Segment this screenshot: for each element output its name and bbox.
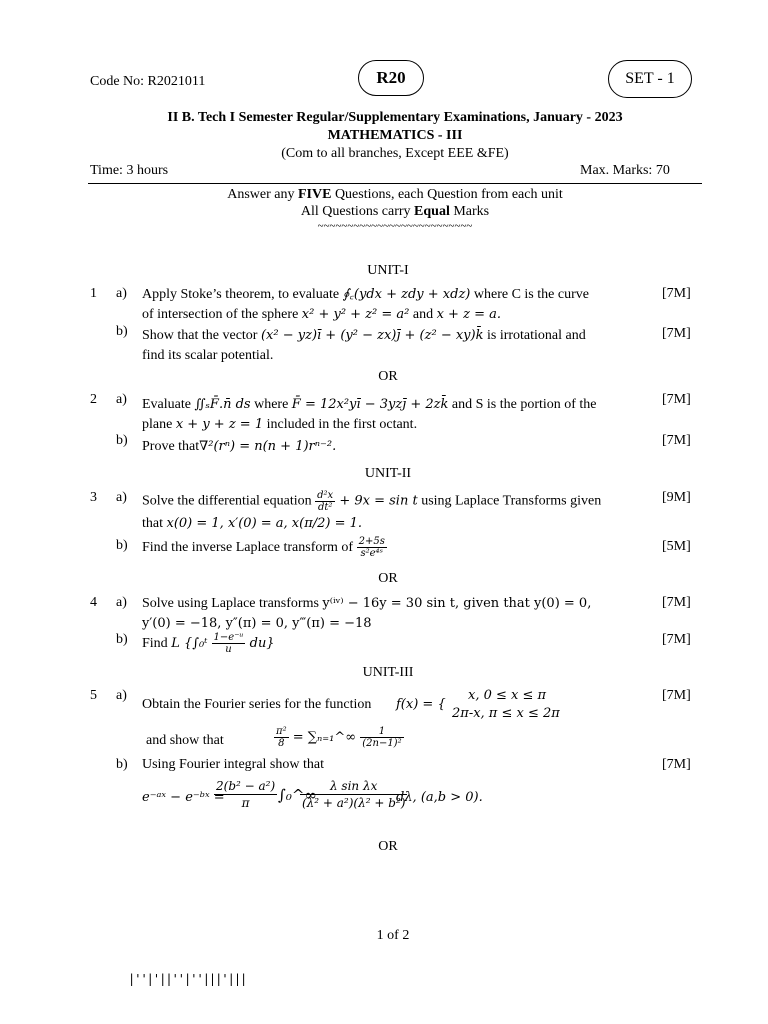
- unit-2-heading: UNIT-II: [364, 466, 412, 481]
- marks-label: [7M]: [662, 286, 691, 301]
- marks-label: [7M]: [662, 688, 691, 703]
- instruction-line-2: All Questions carry Equal Marks: [300, 204, 490, 219]
- question-3a-text: Solve the differential equation $\frac{\text{d²x}}{\text{dt²}}$ + 9x = sin t using Laplace Transforms given that x(0) = 1, x′(0) = a, x(π/2) = 1.: [142, 490, 602, 531]
- question-1b-text: Show that the vector (x² − yz)ī + (y² − zx)j̄ + (z² − xy)k̄ is irrotational and find its scalar potential.: [142, 328, 586, 363]
- exam-title: II B. Tech I Semester Regular/Supplementary Examinations, January - 2023: [167, 110, 623, 125]
- marks-label: [5M]: [662, 539, 691, 554]
- code-number: Code No: R2021011: [90, 74, 206, 89]
- unit-1-heading: UNIT-I: [367, 263, 409, 278]
- part-label: a): [116, 595, 127, 610]
- set-badge: SET - 1: [608, 60, 692, 98]
- or-separator: OR: [378, 369, 398, 384]
- question-2a-text: Evaluate ∬ₛF̄.n̄ ds where F̄ = 12x²yī − 3yzj̄ + 2zk̄ and S is the portion of the plane x + y + z = 1 included in the first octant.: [142, 397, 597, 432]
- part-label: a): [116, 688, 127, 703]
- part-label: b): [116, 433, 128, 448]
- question-number: 4: [90, 595, 97, 610]
- marks-label: [7M]: [662, 392, 691, 407]
- subject-title: MATHEMATICS - III: [327, 128, 463, 143]
- or-separator: OR: [378, 571, 398, 586]
- question-4a-text: Solve using Laplace transforms y⁽ⁱᵛ⁾ − 16y = 30 sin t, given that y(0) = 0, y′(0) = −18, y″(π) = 0, y‴(π) = −18: [142, 596, 592, 631]
- part-label: a): [116, 490, 127, 505]
- show-that-text: and show that: [146, 733, 224, 748]
- marks-label: [7M]: [662, 595, 691, 610]
- barcode: |''|'||''|''|||'|||: [128, 972, 247, 986]
- part-label: a): [116, 392, 127, 407]
- question-5a-text: Obtain the Fourier series for the function: [142, 697, 372, 712]
- marks-label: [7M]: [662, 757, 691, 772]
- series-sum: $\frac{\text{π²}}{8}$ = ∑ₙ₌₁^∞ $\frac{1}{\text{(2n−1)²}}$: [276, 726, 402, 749]
- branches-note: (Com to all branches, Except EEE &FE): [281, 146, 509, 161]
- header-divider: [88, 183, 702, 184]
- part-label: b): [116, 324, 128, 339]
- part-label: b): [116, 632, 128, 647]
- marks-label: [7M]: [662, 433, 691, 448]
- marks-label: [7M]: [662, 326, 691, 341]
- part-label: b): [116, 538, 128, 553]
- piecewise-case-2: 2π-x, π ≤ x ≤ 2π: [452, 706, 560, 721]
- fourier-integral-formula: e⁻ᵃˣ − e⁻ᵇˣ = $\frac{\text{2(b² − a²)}}{\pi}$ ∫₀^∞ $\frac{\text{λ sin λx}}{\text{(λ² + a²)(λ² + b²)}}$ dλ, (a,b > 0).: [142, 779, 483, 810]
- question-5b-text: Using Fourier integral show that: [142, 757, 324, 772]
- question-number: 1: [90, 286, 97, 301]
- tilde-separator: ~~~~~~~~~~~~~~~~~~~~~~~~~~: [317, 220, 473, 232]
- question-number: 5: [90, 688, 97, 703]
- page-number: 1 of 2: [376, 928, 410, 943]
- question-3b-text: Find the inverse Laplace transform of $\frac{2+5s}{\text{s²e⁴ˢ}}$: [142, 536, 385, 560]
- question-2b-text: Prove that∇²(rⁿ) = n(n + 1)rⁿ⁻².: [142, 439, 337, 454]
- part-label: b): [116, 757, 128, 772]
- regulation-badge: R20: [358, 60, 424, 96]
- unit-3-heading: UNIT-III: [362, 665, 414, 680]
- max-marks: Max. Marks: 70: [580, 163, 670, 178]
- or-separator: OR: [378, 839, 398, 854]
- part-label: a): [116, 286, 127, 301]
- question-4b-text: Find L {∫₀ᵗ $\frac{\text{1−e⁻ᵘ}}{u}$ du}: [142, 632, 275, 656]
- instruction-line-1: Answer any FIVE Questions, each Question from each unit: [227, 187, 563, 202]
- time-allowed: Time: 3 hours: [90, 163, 169, 178]
- piecewise-case-1: x, 0 ≤ x ≤ π: [468, 688, 547, 703]
- marks-label: [9M]: [662, 490, 691, 505]
- question-number: 3: [90, 490, 97, 505]
- question-1a-text: Apply Stoke’s theorem, to evaluate ∮꜀(ydx + zdy + xdz) where C is the curve of intersection of the sphere x² + y² + z² = a² and x + z = a.: [142, 287, 589, 322]
- question-number: 2: [90, 392, 97, 407]
- marks-label: [7M]: [662, 632, 691, 647]
